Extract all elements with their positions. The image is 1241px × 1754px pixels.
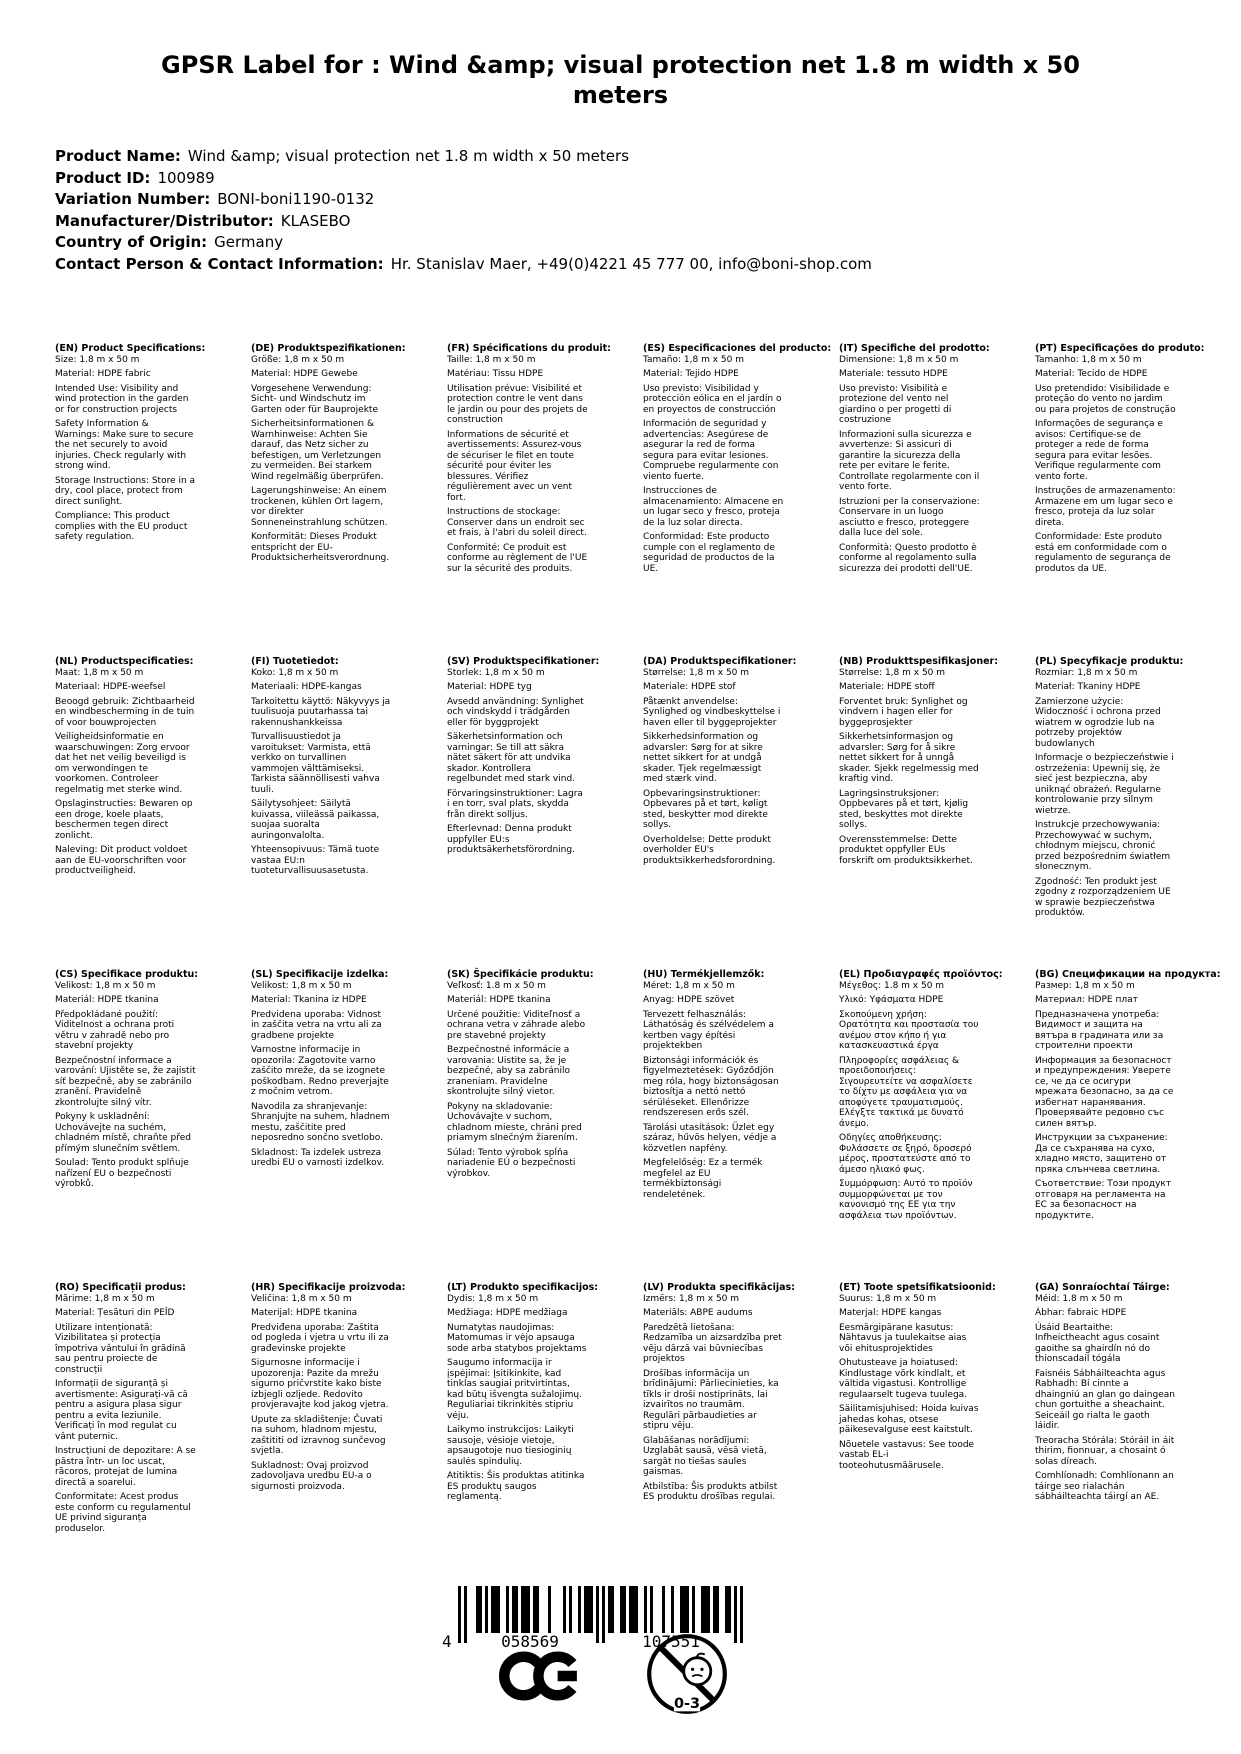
- spec-item: Instruções de armazenamento: Armazene em um lugar seco e fresco, proteja da luz solar direta.: [1035, 486, 1176, 528]
- spec-block-fi: [251, 657, 447, 970]
- spec-block-header: (DE) Produktspezifikationen:: [251, 343, 406, 354]
- spec-item: Tamanho: 1,8 m x 50 m: [1035, 354, 1142, 365]
- spec-item: Méret: 1,8 m x 50 m: [643, 980, 735, 991]
- barcode-bar: [683, 1586, 686, 1633]
- spec-item: Sicherheitsinformationen & Warnhinweise: Achten Sie darauf, das Netz sicher zu befestigen, um Verletzungen zu vermeiden. Bei starkem Wind regelmäßig überprüfen.: [251, 419, 384, 482]
- spec-item: Zamierzone użycie: Widoczność i ochrona przed wiatrem w ogrodzie lub na potrzeby projektów budowlanych: [1035, 696, 1161, 749]
- spec-block-header: (EL) Προδιαγραφές προϊόντος:: [839, 969, 1003, 980]
- spec-item: Veiligheidsinformatie en waarschuwingen: Zorg ervoor dat het net veilig beveiligd is om verwondingen te voorkomen. Controleer regelmatig met sterke wind.: [55, 732, 190, 795]
- spec-item: Overensstemmelse: Dette produktet oppfyller EUs forskrift om produktsikkerhet.: [839, 834, 973, 866]
- spec-item: Materiál: HDPE tkanina: [447, 995, 551, 1005]
- spec-item: Material: Tejido HDPE: [643, 369, 739, 379]
- spec-item: Materiał: Tkaniny HDPE: [1035, 682, 1141, 692]
- spec-block-nb: [839, 657, 1035, 970]
- spec-block-header: (PT) Especificações do produto:: [1035, 343, 1205, 354]
- product-info-row: [55, 211, 872, 233]
- spec-item: Материал: HDPE плат: [1035, 995, 1138, 1005]
- spec-item: Overholdelse: Dette produkt overholder EU's produktsikkerhedsforordning.: [643, 834, 776, 866]
- spec-item: Naleving: Dit product voldoet aan de EU-voorschriften voor productveiligheid.: [55, 845, 188, 876]
- spec-item: Materiale: tessuto HDPE: [839, 369, 948, 379]
- spec-block-header: (ES) Especificaciones del producto:: [643, 343, 832, 354]
- spec-block-bg: [1035, 970, 1231, 1283]
- spec-item: Soulad: Tento produkt splňuje nařízení EU o bezpečnosti výrobků.: [55, 1158, 189, 1189]
- spec-block-sl: [251, 970, 447, 1283]
- barcode-bar: [680, 1586, 683, 1633]
- page-title-text: GPSR Label for : Wind &amp; visual protection net 1.8 m width x 50 meters: [161, 51, 1080, 109]
- spec-item: Materjal: HDPE kangas: [839, 1308, 942, 1318]
- spec-item: Material: HDPE tyg: [447, 682, 532, 692]
- spec-item: Opbevaringsinstruktioner: Opbevares på et tørt, køligt sted, beskytter mod direkte sollys.: [643, 788, 768, 830]
- spec-block-header: (LV) Produkta specifikācijas:: [643, 1282, 795, 1293]
- barcode-bar: [644, 1586, 647, 1633]
- spec-item: Paredzētā lietošana: Redzamība un aizsardzība pret vēju dārzā vai būvniecības projektos: [643, 1322, 782, 1364]
- spec-block-sv: [447, 657, 643, 970]
- spec-item: Sikkerhetsinformasjon og advarsler: Sørg for å sikre nettet sikkert for å unngå skader. Sjekk regelmessig med kraftig vind.: [839, 732, 979, 784]
- barcode-bar: [611, 1586, 614, 1633]
- barcode-bar: [608, 1586, 611, 1633]
- spec-item: Bezpečnostné informácie a varovania: Uistite sa, že je bezpečné, aby sa zabránilo zraneniam. Pravidelne skontrolujte silný vietor.: [447, 1045, 570, 1097]
- barcode-bar: [479, 1586, 482, 1633]
- spec-item: Velikost: 1,8 m x 50 m: [251, 980, 352, 991]
- spec-item: Compliance: This product complies with the EU product safety regulation.: [55, 511, 188, 542]
- spec-item: Conformità: Questo prodotto è conforme al regolamento sulla sicurezza dei prodotti dell'UE.: [839, 542, 977, 574]
- spec-item: Atbilstība: Šis produkts atbilst ES produktu drošības regulai.: [643, 1481, 778, 1502]
- spec-item: Méid: 1.8 m x 50 m: [1035, 1293, 1123, 1304]
- barcode-bar: [632, 1586, 635, 1633]
- spec-item: Tarkoitettu käyttö: Näkyvyys ja tuulisuoja puutarhassa tai rakennushankkeissa: [251, 696, 391, 728]
- spec-item: Materiaali: HDPE-kangas: [251, 682, 362, 692]
- spec-item: Σκοπούμενη χρήση: Ορατότητα και προστασία του ανέμου στον κήπο ή για κατασκευαστικά έργα: [839, 1009, 979, 1051]
- spec-block-hu: [643, 970, 839, 1283]
- spec-block-lv: [643, 1283, 839, 1596]
- spec-item: Súlad: Tento výrobok spĺňa nariadenie EÚ o bezpečnosti výrobkov.: [447, 1147, 576, 1179]
- product-info-row: [55, 189, 872, 211]
- spec-item: Skladnost: Ta izdelek ustreza uredbi EU o varnosti izdelkov.: [251, 1147, 385, 1168]
- spec-item: Lagringsinstruksjoner: Oppbevares på et tørt, kjølig sted, beskyttes mot direkte sollys.: [839, 788, 969, 830]
- spec-item: Conformidad: Este producto cumple con el reglamento de seguridad de productos de la UE.: [643, 532, 775, 574]
- barcode-bar: [491, 1586, 494, 1633]
- spec-item: Съответствие: Този продукт отговаря на регламента на ЕС за безопасност на продуктите.: [1035, 1179, 1172, 1221]
- age-warning-svg: [645, 1632, 729, 1716]
- spec-item: Comhlíonadh: Comhlíonann an táirge seo rialachán sábháilteachta táirgí an AE.: [1035, 1471, 1174, 1502]
- spec-block-ga: [1035, 1283, 1231, 1596]
- spec-item: Størrelse: 1,8 m x 50 m: [643, 667, 750, 678]
- spec-item: Veličina: 1,8 m x 50 m: [251, 1293, 352, 1304]
- spec-block-header: (FI) Tuotetiedot:: [251, 656, 339, 667]
- spec-item: Safety Information & Warnings: Make sure to secure the net securely to avoid injuries. Check regularly with strong wind.: [55, 419, 194, 471]
- barcode-bar: [485, 1586, 488, 1633]
- spec-item: Predvidena uporaba: Vidnost in zaščita vetra na vrtu ali za gradbene projekte: [251, 1009, 382, 1041]
- spec-item: Eesmärgipärane kasutus: Nähtavus ja tuulekaitse aias või ehitusprojektides: [839, 1322, 967, 1354]
- barcode-bar: [497, 1586, 500, 1633]
- spec-item: Maat: 1,8 m x 50 m: [55, 667, 144, 678]
- barcode-right-digits: 107551: [642, 1632, 700, 1650]
- spec-item: Glabāšanas norādījumi: Uzglabāt sausā, vēsā vietā, sargāt no tiešas saules gaismas.: [643, 1435, 767, 1477]
- barcode-bar: [701, 1586, 704, 1633]
- spec-item: Størrelse: 1,8 m x 50 m: [839, 667, 946, 678]
- barcode-bar: [512, 1586, 515, 1633]
- ce-mark-icon: [497, 1648, 585, 1704]
- product-info-label: Product ID:: [55, 168, 151, 187]
- spec-item: Zgodność: Ten produkt jest zgodny z rozporządzeniem UE w sprawie bezpieczeństwa produktów.: [1035, 876, 1171, 918]
- spec-block-header: (CS) Specifikace produktu:: [55, 969, 199, 980]
- barcode-bar: [506, 1586, 509, 1633]
- spec-item: Material: HDPE fabric: [55, 369, 151, 379]
- spec-item: Biztonsági információk és figyelmeztetések: Győződjön meg róla, hogy biztonságosan biztosítja a nettó nettó sérüléseket. Ellenőrizze rendszeresen erős szél.: [643, 1055, 779, 1118]
- spec-item: Laikymo instrukcijos: Laikyti sausoje, vėsioje vietoje, apsaugotoje nuo tiesioginių saulės spindulių.: [447, 1425, 574, 1467]
- product-info-value: 100989: [157, 168, 215, 187]
- barcode-bar: [596, 1586, 599, 1643]
- spec-item: Πληροφορίες ασφάλειας & προειδοποιήσεις: Σιγουρευτείτε να ασφαλίσετε το δίχτυ με ασφάλεια για να αποφύγετε τραυματισμούς. Ελέγξτε τακτικά με δυνατό άνεμο.: [839, 1055, 973, 1129]
- spec-item: Υλικό: Υφάσματα HDPE: [839, 995, 944, 1005]
- spec-block-header: (GA) Sonraíochtaí Táirge:: [1035, 1282, 1170, 1293]
- spec-item: Beoogd gebruik: Zichtbaarheid en windbescherming in de tuin of voor bouwprojecten: [55, 696, 195, 728]
- spec-block-header: (SV) Produktspecifikationer:: [447, 656, 600, 667]
- spec-item: Informații de siguranță și avertismente: Asigurați-vă că pentru a asigura plasa sigur pentru a evita leziunile. Verificați în mod regulat cu vânt puternic.: [55, 1379, 188, 1442]
- spec-grid: [55, 344, 1231, 1596]
- barcode-bar: [458, 1586, 461, 1643]
- barcode-bar: [620, 1586, 623, 1633]
- spec-item: Upute za skladištenje: Čuvati na suhom, hladnom mjestu, zaštititi od izravnog sunčevog svjetla.: [251, 1414, 386, 1456]
- barcode-bar: [464, 1586, 467, 1643]
- spec-block-header: (PL) Specyfikacje produktu:: [1035, 656, 1184, 667]
- spec-item: Turvallisuustiedot ja varoitukset: Varmista, että verkko on turvallinen vammojen välttämiseksi. Tarkista säännöllisesti vahva tuuli.: [251, 732, 380, 795]
- spec-item: Tervezett felhasználás: Láthatóság és szélvédelem a kertben vagy építési projektekben: [643, 1009, 774, 1051]
- spec-block-fr: [447, 344, 643, 657]
- barcode-bar: [692, 1586, 695, 1633]
- spec-item: Tárolási utasítások: Üzlet egy száraz, hűvös helyen, védje a közvetlen napfény.: [643, 1122, 777, 1154]
- product-info-label: Variation Number:: [55, 190, 211, 208]
- spec-item: Istruzioni per la conservazione: Conservare in un luogo asciutto e fresco, proteggere dalla luce del sole.: [839, 496, 980, 538]
- spec-item: Konformität: Dieses Produkt entspricht der EU-Produktsicherheitsverordnung.: [251, 532, 390, 563]
- spec-item: Material: Țesături din PEÎD: [55, 1308, 175, 1318]
- spec-item: Pokyny na skladovanie: Uchovávajte v suchom, chladnom mieste, chráni pred priamym slnečným žiarením.: [447, 1101, 582, 1143]
- spec-item: Size: 1.8 m x 50 m: [55, 354, 140, 365]
- barcode-bar: [578, 1586, 581, 1633]
- age-warning-icon: [645, 1632, 729, 1716]
- product-info-value: BONI-boni1190-0132: [217, 190, 375, 208]
- spec-block-header: (NB) Produkttspesifikasjoner:: [839, 656, 999, 667]
- spec-block-header: (LT) Produkto specifikacijos:: [447, 1282, 599, 1293]
- spec-item: Opslaginstructies: Bewaren op een droge, koele plaats, beschermen tegen direct zonlicht.: [55, 799, 193, 841]
- product-info-value: Hr. Stanislav Maer, +49(0)4221 45 777 00, info@boni-shop.com: [390, 254, 872, 273]
- spec-item: Intended Use: Visibility and wind protection in the garden or for construction projects: [55, 383, 189, 415]
- spec-item: Avsedd användning: Synlighet och vindskydd i trädgården eller för byggprojekt: [447, 696, 584, 728]
- barcode-bar: [629, 1586, 632, 1633]
- barcode-bar: [602, 1586, 605, 1643]
- spec-item: Instrucțiuni de depozitare: A se păstra într- un loc uscat, răcoros, protejat de lumina directă a soarelui.: [55, 1446, 196, 1488]
- spec-item: Información de seguridad y advertencias: Asegúrese de asegurar la red de forma segura para evitar lesiones. Compruebe regularmente con viento fuerte.: [643, 419, 779, 482]
- spec-item: Größe: 1,8 m x 50 m: [251, 354, 345, 365]
- barcode-bar: [740, 1586, 743, 1643]
- barcode-bar: [494, 1586, 497, 1633]
- spec-item: Instrucciones de almacenamiento: Almacene en un lugar seco y fresco, proteja de la luz solar directa.: [643, 486, 784, 528]
- spec-item: Predviđena uporaba: Zaštita od pogleda i vjetra u vrtu ili za građevinske projekte: [251, 1322, 389, 1354]
- spec-block-header: (RO) Specificații produs:: [55, 1282, 186, 1293]
- barcode-left-digits: 058569: [501, 1632, 559, 1650]
- spec-block-header: (IT) Specifiche del prodotto:: [839, 343, 990, 354]
- spec-block-header: (SL) Specifikacije izdelka:: [251, 969, 389, 980]
- spec-item: Förvaringsinstruktioner: Lagra i en torr, sval plats, skydda från direkt solljus.: [447, 788, 583, 820]
- barcode-bar: [725, 1586, 728, 1633]
- barcode-bar: [713, 1586, 716, 1633]
- barcode-bar: [704, 1586, 707, 1633]
- barcode-bar: [563, 1586, 566, 1633]
- spec-block-header: (HR) Specifikacije proizvoda:: [251, 1282, 406, 1293]
- spec-item: Säilitamisjuhised: Hoida kuivas jahedas kohas, otsese päikesevalguse eest kaitstult.: [839, 1404, 979, 1435]
- product-info-value: KLASEBO: [280, 211, 351, 230]
- barcode-bar: [707, 1586, 710, 1633]
- spec-item: Vorgesehene Verwendung: Sicht- und Windschutz im Garten oder für Bauprojekte: [251, 383, 379, 415]
- spec-item: Uso previsto: Visibilidad y protección eólica en el jardín o en proyectos de construcción: [643, 383, 782, 415]
- spec-item: Izmērs: 1,8 m x 50 m: [643, 1293, 740, 1304]
- spec-item: Medžiaga: HDPE medžiaga: [447, 1308, 568, 1318]
- spec-item: Ohutusteave ja hoiatused: Kindlustage võrk kindlalt, et vältida vigastusi. Kontrollige regulaarselt tugeva tuulega.: [839, 1358, 968, 1400]
- product-info-row: [55, 146, 872, 168]
- spec-item: Инструкции за съхранение: Да се съхранява на сухо, хладно място, защитено от пряка слънчева светлина.: [1035, 1133, 1168, 1175]
- spec-block-es: [643, 344, 839, 657]
- spec-item: Určené použitie: Viditeľnosť a ochrana vetra v záhrade alebo pre stavebné projekty: [447, 1009, 586, 1041]
- spec-block-header: (ET) Toote spetsifikatsioonid:: [839, 1282, 996, 1293]
- spec-block-nl: [55, 657, 251, 970]
- spec-item: Размер: 1,8 m x 50 m: [1035, 980, 1135, 991]
- spec-item: Utilizare intenționată: Vizibilitatea și protecția împotriva vântului în grădină sau pentru proiecte de construcții: [55, 1322, 186, 1375]
- spec-item: Suurus: 1,8 m x 50 m: [839, 1293, 937, 1304]
- spec-item: Veľkosť: 1.8 m x 50 m: [447, 980, 546, 991]
- product-info: [55, 146, 872, 275]
- barcode-bar: [515, 1586, 518, 1633]
- spec-item: Информация за безопасност и предупреждения: Уверете се, че да се осигури мрежата безопасно, за да се избегнат наранявания. Проверявайте редовно със силен вятър.: [1035, 1055, 1174, 1129]
- barcode-bar: [524, 1586, 527, 1633]
- spec-item: Úsáid Beartaithe: Infheictheacht agus cosaint gaoithe sa ghairdín nó do thionscadail tógála: [1035, 1322, 1160, 1364]
- spec-item: Storlek: 1,8 m x 50 m: [447, 667, 545, 678]
- spec-block-et: [839, 1283, 1035, 1596]
- product-info-value: Germany: [214, 233, 284, 251]
- spec-item: Faisnéis Sábháilteachta agus Rabhadh: Bí cinnte a dhaingniú an glan go daingean chun gortuithe a sheachaint. Seiceáil go rialta le gaoth láidir.: [1035, 1368, 1175, 1431]
- spec-block-en: [55, 344, 251, 657]
- barcode-bar: [548, 1586, 551, 1633]
- barcode-bar: [533, 1586, 536, 1633]
- spec-item: Säkerhetsinformation och varningar: Se till att säkra nätet säkert för att undvika skador. Kontrollera regelbundet med stark vind.: [447, 732, 576, 784]
- spec-item: Μέγεθος: 1.8 m x 50 m: [839, 980, 945, 991]
- spec-item: Συμμόρφωση: Αυτό το προϊόν συμμορφώνεται με τον κανονισμό της ΕΕ για την ασφάλεια των προϊόντων.: [839, 1179, 973, 1221]
- spec-item: Informações de segurança e avisos: Certifique-se de proteger a rede de forma segura para evitar lesões. Verifique regularmente com vento forte.: [1035, 419, 1163, 482]
- spec-item: Numatytas naudojimas: Matomumas ir vėjo apsauga sode arba statybos projektams: [447, 1322, 587, 1354]
- spec-item: Velikost: 1,8 m x 50 m: [55, 980, 156, 991]
- spec-item: Instrukcje przechowywania: Przechowywać w suchym, chłodnym miejscu, chronić przed bezpośrednim światłem słonecznym.: [1035, 820, 1171, 872]
- spec-item: Conformitate: Acest produs este conform cu regulamentul UE privind siguranța produselor.: [55, 1492, 191, 1534]
- spec-item: Material: HDPE Gewebe: [251, 369, 358, 379]
- spec-item: Matériau: Tissu HDPE: [447, 369, 544, 379]
- spec-item: Conformidade: Este produto está em conformidade com o regulamento de segurança de produtos da UE.: [1035, 532, 1171, 574]
- spec-item: Utilisation prévue: Visibilité et protection contre le vent dans le jardin ou pour des projets de construction: [447, 383, 588, 425]
- spec-block-sk: [447, 970, 643, 1283]
- spec-item: Koko: 1,8 m x 50 m: [251, 667, 339, 678]
- spec-item: Påtænkt anvendelse: Synlighed og vindbeskyttelse i haven eller til byggeprojekter: [643, 696, 781, 728]
- spec-block-header: (NL) Productspecificaties:: [55, 656, 194, 667]
- spec-item: Material: Tecido de HDPE: [1035, 369, 1148, 379]
- spec-block-lt: [447, 1283, 643, 1596]
- spec-item: Informacje o bezpieczeństwie i ostrzeżenia: Upewnij się, że sieć jest bezpieczna, aby uniknąć obrażeń. Regularne kontrolowanie przy silnym wietrze.: [1035, 753, 1174, 816]
- spec-item: Materiale: HDPE stof: [643, 682, 736, 692]
- spec-item: Dimensione: 1,8 m x 50 m: [839, 354, 959, 365]
- spec-block-ro: [55, 1283, 251, 1596]
- spec-item: Saugumo informacija ir įspėjimai: Įsitikinkite, kad tinklas saugiai pritvirtintas, kad būtų išvengta sužalojimų. Reguliariai tikrinkitės stipriu vėju.: [447, 1358, 582, 1421]
- product-info-value: Wind &amp; visual protection net 1.8 m width x 50 meters: [187, 147, 630, 165]
- spec-item: Anyag: HDPE szövet: [643, 995, 735, 1005]
- age-warning-label: 0-3: [673, 1696, 701, 1713]
- spec-block-it: [839, 344, 1035, 657]
- spec-block-hr: [251, 1283, 447, 1596]
- spec-item: Sigurnosne informacije i upozorenja: Pazite da mrežu sigurno pričvrstite kako biste izbjegli ozljede. Redovito provjeravajte kod jakog vjetra.: [251, 1358, 389, 1410]
- product-info-label: Country of Origin:: [55, 233, 208, 251]
- spec-item: Taille: 1,8 m x 50 m: [447, 354, 536, 365]
- barcode-bar: [716, 1586, 719, 1633]
- spec-block-header: (SK) Špecifikácie produktu:: [447, 969, 594, 980]
- spec-item: Treoracha Stórála: Stóráil in áit thirim, fionnuar, a chosaint ó solas díreach.: [1035, 1435, 1175, 1467]
- spec-item: Rozmiar: 1,8 m x 50 m: [1035, 667, 1138, 678]
- spec-item: Nõuetele vastavus: See toode vastab EL-i tooteohutusmäärusele.: [839, 1439, 975, 1471]
- spec-item: Materiál: HDPE tkanina: [55, 995, 159, 1005]
- barcode-bar: [590, 1586, 593, 1633]
- page-title: [0, 50, 1241, 110]
- spec-item: Varnostne informacije in opozorila: Zagotovite varno zaščito mreže, da se izognete poškodbam. Redno preverjajte z močnim vetrom.: [251, 1045, 389, 1097]
- spec-item: Materijal: HDPE tkanina: [251, 1308, 358, 1318]
- product-info-label: Contact Person & Contact Information:: [55, 254, 384, 273]
- spec-item: Informations de sécurité et avertissements: Assurez-vous de sécuriser le filet en toute sécurité pour éviter les blessures. Vérifiez régulièrement avec un vent fort.: [447, 429, 582, 503]
- spec-item: Materiāls: ABPE audums: [643, 1308, 753, 1318]
- barcode-bar: [623, 1586, 626, 1633]
- spec-block-cs: [55, 970, 251, 1283]
- barcode-bar: [728, 1586, 731, 1633]
- barcode-bar: [686, 1586, 689, 1633]
- barcode-bar: [527, 1586, 530, 1633]
- barcode-bar: [536, 1586, 539, 1633]
- spec-block-header: (DA) Produktspecifikationer:: [643, 656, 797, 667]
- spec-item: Materiaal: HDPE-weefsel: [55, 682, 166, 692]
- barcode-bar: [734, 1586, 737, 1643]
- spec-block-pt: [1035, 344, 1231, 657]
- spec-item: Megfelelőség: Ez a termék megfelel az EU termékbiztonsági rendeletének.: [643, 1158, 763, 1200]
- spec-item: Efterlevnad: Denna produkt uppfyller EU:s produktsäkerhetsförordning.: [447, 824, 575, 855]
- spec-item: Informazioni sulla sicurezza e avvertenze: Si assicuri di garantire la sicurezza della rete per evitare le ferite. Controllate regolarmente con il vento forte.: [839, 429, 980, 492]
- spec-item: Mărime: 1,8 m x 50 m: [55, 1293, 155, 1304]
- spec-item: Instructions de stockage: Conserver dans un endroit sec et frais, à l'abri du soleil direct.: [447, 507, 587, 538]
- barcode-bar: [635, 1586, 638, 1633]
- barcode-bar: [662, 1586, 665, 1633]
- spec-item: Ábhar: fabraic HDPE: [1035, 1308, 1127, 1318]
- spec-block-header: (HU) Termékjellemzők:: [643, 969, 765, 980]
- spec-item: Tamaño: 1,8 m x 50 m: [643, 354, 744, 365]
- spec-item: Dydis: 1,8 m x 50 m: [447, 1293, 539, 1304]
- product-info-row: [55, 254, 872, 276]
- barcode-bar: [650, 1586, 653, 1633]
- spec-block-header: (EN) Product Specifications:: [55, 343, 206, 354]
- ce-mark-svg: [497, 1648, 585, 1704]
- spec-block-header: (BG) Спецификации на продукта:: [1035, 969, 1221, 980]
- spec-item: Pokyny k uskladnění: Uchovávejte na suchém, chladném místě, chraňte před přímým slunečním světlem.: [55, 1112, 191, 1154]
- spec-item: Material: Tkanina iz HDPE: [251, 995, 367, 1005]
- spec-item: Sikkerhedsinformation og advarsler: Sørg for at sikre nettet sikkert for at undgå skader. Tjek regelmæssigt med stærk vind.: [643, 732, 763, 784]
- spec-item: Předpokládané použití: Viditelnost a ochrana proti větru v zahradě nebo pro stavební projekty: [55, 1009, 175, 1051]
- spec-item: Forventet bruk: Synlighet og vindvern i hagen eller for byggeprosjekter: [839, 696, 968, 728]
- product-info-row: [55, 168, 872, 190]
- product-info-label: Manufacturer/Distributor:: [55, 211, 274, 230]
- spec-item: Navodila za shranjevanje: Shranjujte na suhem, hladnem mestu, zaščitite pred neposredno sončno svetlobo.: [251, 1101, 390, 1143]
- barcode-lead-digit: 4: [442, 1632, 452, 1650]
- spec-item: Οδηγίες αποθήκευσης: Φυλάσσετε σε ξηρό, δροσερό μέρος, προστατεύστε από το άμεσο ηλιακό φως.: [839, 1133, 972, 1175]
- spec-item: Storage Instructions: Store in a dry, cool place, protect from direct sunlight.: [55, 475, 196, 507]
- spec-block-de: [251, 344, 447, 657]
- barcode-bar: [569, 1586, 572, 1633]
- barcode-bar: [521, 1586, 524, 1633]
- spec-item: Sukladnost: Ovaj proizvod zadovoljava uredbu EU-a o sigurnosti proizvoda.: [251, 1460, 372, 1492]
- product-info-label: Product Name:: [55, 147, 181, 165]
- spec-item: Säilytysohjeet: Säilytä kuivassa, viileässä paikassa, suojaa suoralta auringonvalolta.: [251, 799, 380, 841]
- spec-item: Yhteensopivuus: Tämä tuote vastaa EU:n tuoteturvallisuusasetusta.: [251, 845, 380, 876]
- spec-item: Bezpečnostní informace a varování: Ujistěte se, že zajistit síť bezpečně, aby se zabránilo zranění. Pravidelně zkontrolujte silný vítr.: [55, 1055, 196, 1108]
- barcode-bar: [476, 1586, 479, 1633]
- spec-block-header: (FR) Spécifications du produit:: [447, 343, 611, 354]
- spec-item: Uso pretendido: Visibilidade e proteção do vento no jardim ou para projetos de construção: [1035, 383, 1176, 415]
- barcode-bar: [584, 1586, 587, 1633]
- barcode-bar: [671, 1586, 674, 1633]
- spec-block-pl: [1035, 657, 1231, 970]
- spec-item: Lagerungshinweise: An einem trockenen, kühlen Ort lagern, vor direkter Sonneneinstrahlung schützen.: [251, 486, 388, 528]
- barcode-bar: [587, 1586, 590, 1633]
- product-info-row: [55, 232, 872, 254]
- spec-item: Предназначена употреба: Видимост и защита на вятъра в градината или за строителни проекти: [1035, 1009, 1164, 1051]
- spec-item: Drošības informācija un brīdinājumi: Pārliecinieties, ka tīkls ir droši nostiprināts, lai izvairītos no traumām. Regulāri pārbaudieties ar stipru vēju.: [643, 1368, 779, 1431]
- spec-block-da: [643, 657, 839, 970]
- spec-item: Materiale: HDPE stoff: [839, 682, 935, 692]
- spec-item: Conformité: Ce produit est conforme au règlement de l'UE sur la sécurité des produits.: [447, 542, 588, 574]
- spec-item: Uso previsto: Visibilità e protezione del vento nel giardino o per progetti di costruzione: [839, 383, 952, 425]
- spec-block-el: [839, 970, 1035, 1283]
- spec-item: Atitiktis: Šis produktas atitinka ES produktų saugos reglamentą.: [447, 1471, 585, 1502]
